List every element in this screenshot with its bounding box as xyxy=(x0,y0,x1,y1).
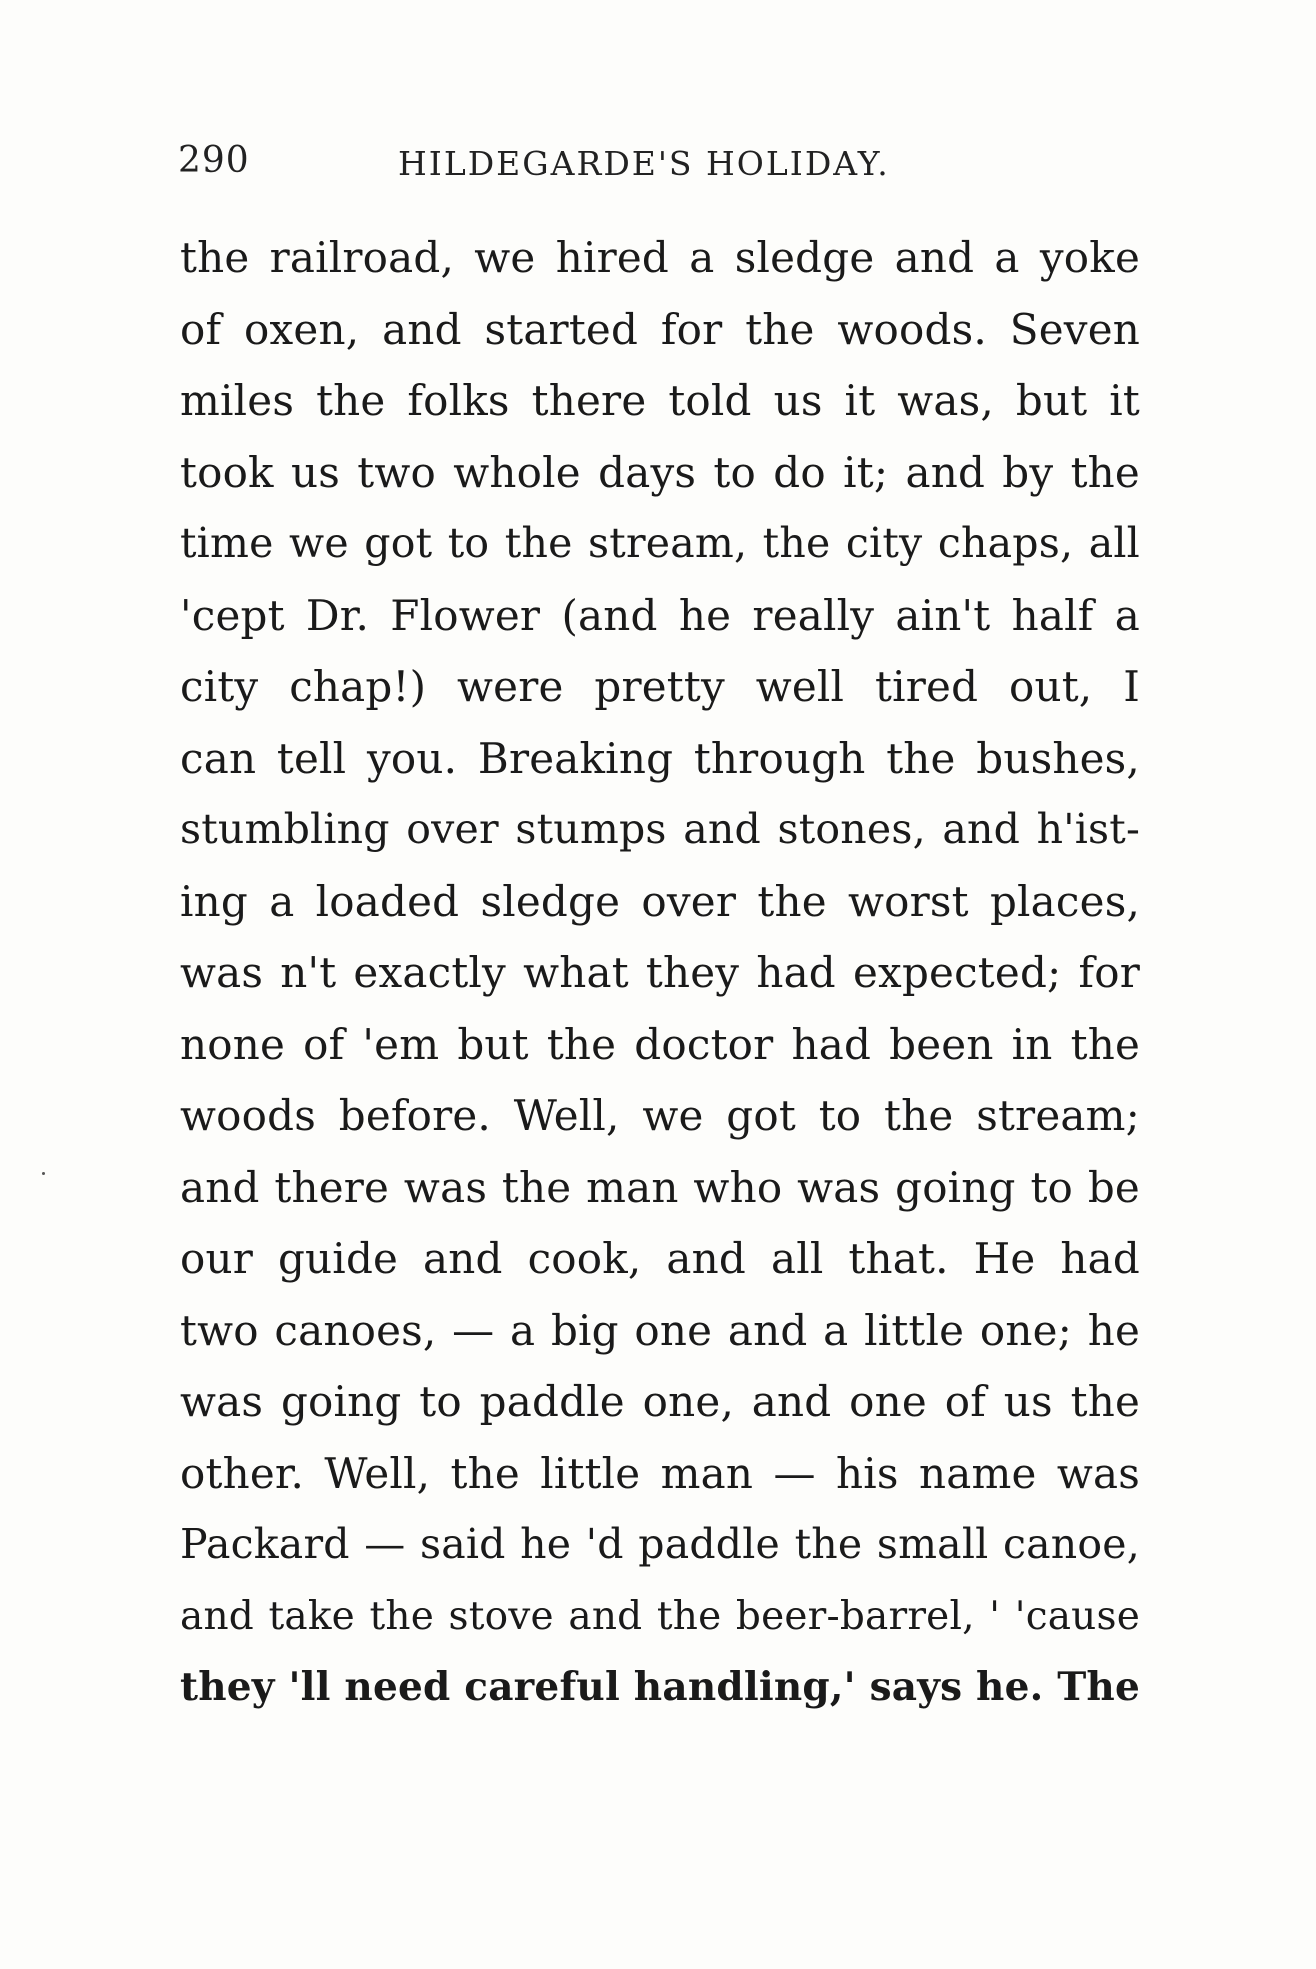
text-line: Packard — said he 'd paddle the small canoe, xyxy=(180,1520,1140,1568)
text-line: our guide and cook, and all that. He had xyxy=(180,1234,1140,1283)
text-line: 'cept Dr. Flower (and he really ain't half a xyxy=(180,590,1140,640)
text-line: was n't exactly what they had expected; for xyxy=(180,948,1140,997)
page-number: 290 xyxy=(178,140,250,181)
text-line: took us two whole days to do it; and by the xyxy=(180,447,1140,497)
text-line: woods before. Well, we got to the stream; xyxy=(180,1091,1140,1140)
text-line: can tell you. Breaking through the bushes, xyxy=(180,733,1140,783)
text-line: stumbling over stumps and stones, and h'ist- xyxy=(180,805,1140,853)
text-line: and there was the man who was going to be xyxy=(180,1162,1140,1212)
text-line: and take the stove and the beer-barrel, ' 'cause xyxy=(180,1593,1140,1639)
body-text xyxy=(180,222,1140,1724)
running-title: HILDEGARDE'S HOLIDAY. xyxy=(398,144,890,183)
text-line: none of 'em but the doctor had been in the xyxy=(180,1019,1140,1069)
text-line: they 'll need careful handling,' says he. The xyxy=(180,1664,1140,1710)
text-line: the railroad, we hired a sledge and a yoke xyxy=(180,233,1140,282)
text-line: ing a loaded sledge over the worst places, xyxy=(180,876,1140,926)
text-line: was going to paddle one, and one of us the xyxy=(180,1377,1140,1426)
text-line: of oxen, and started for the woods. Seven xyxy=(180,304,1140,354)
text-line: time we got to the stream, the city chaps, all xyxy=(180,519,1140,567)
running-head xyxy=(178,140,1148,190)
text-line: city chap!) were pretty well tired out, I xyxy=(180,662,1140,711)
text-line: two canoes, — a big one and a little one; he xyxy=(180,1305,1140,1355)
print-speck xyxy=(42,1172,45,1175)
text-line: miles the folks there told us it was, but it xyxy=(180,376,1140,425)
text-line: other. Well, the little man — his name was xyxy=(180,1448,1140,1498)
